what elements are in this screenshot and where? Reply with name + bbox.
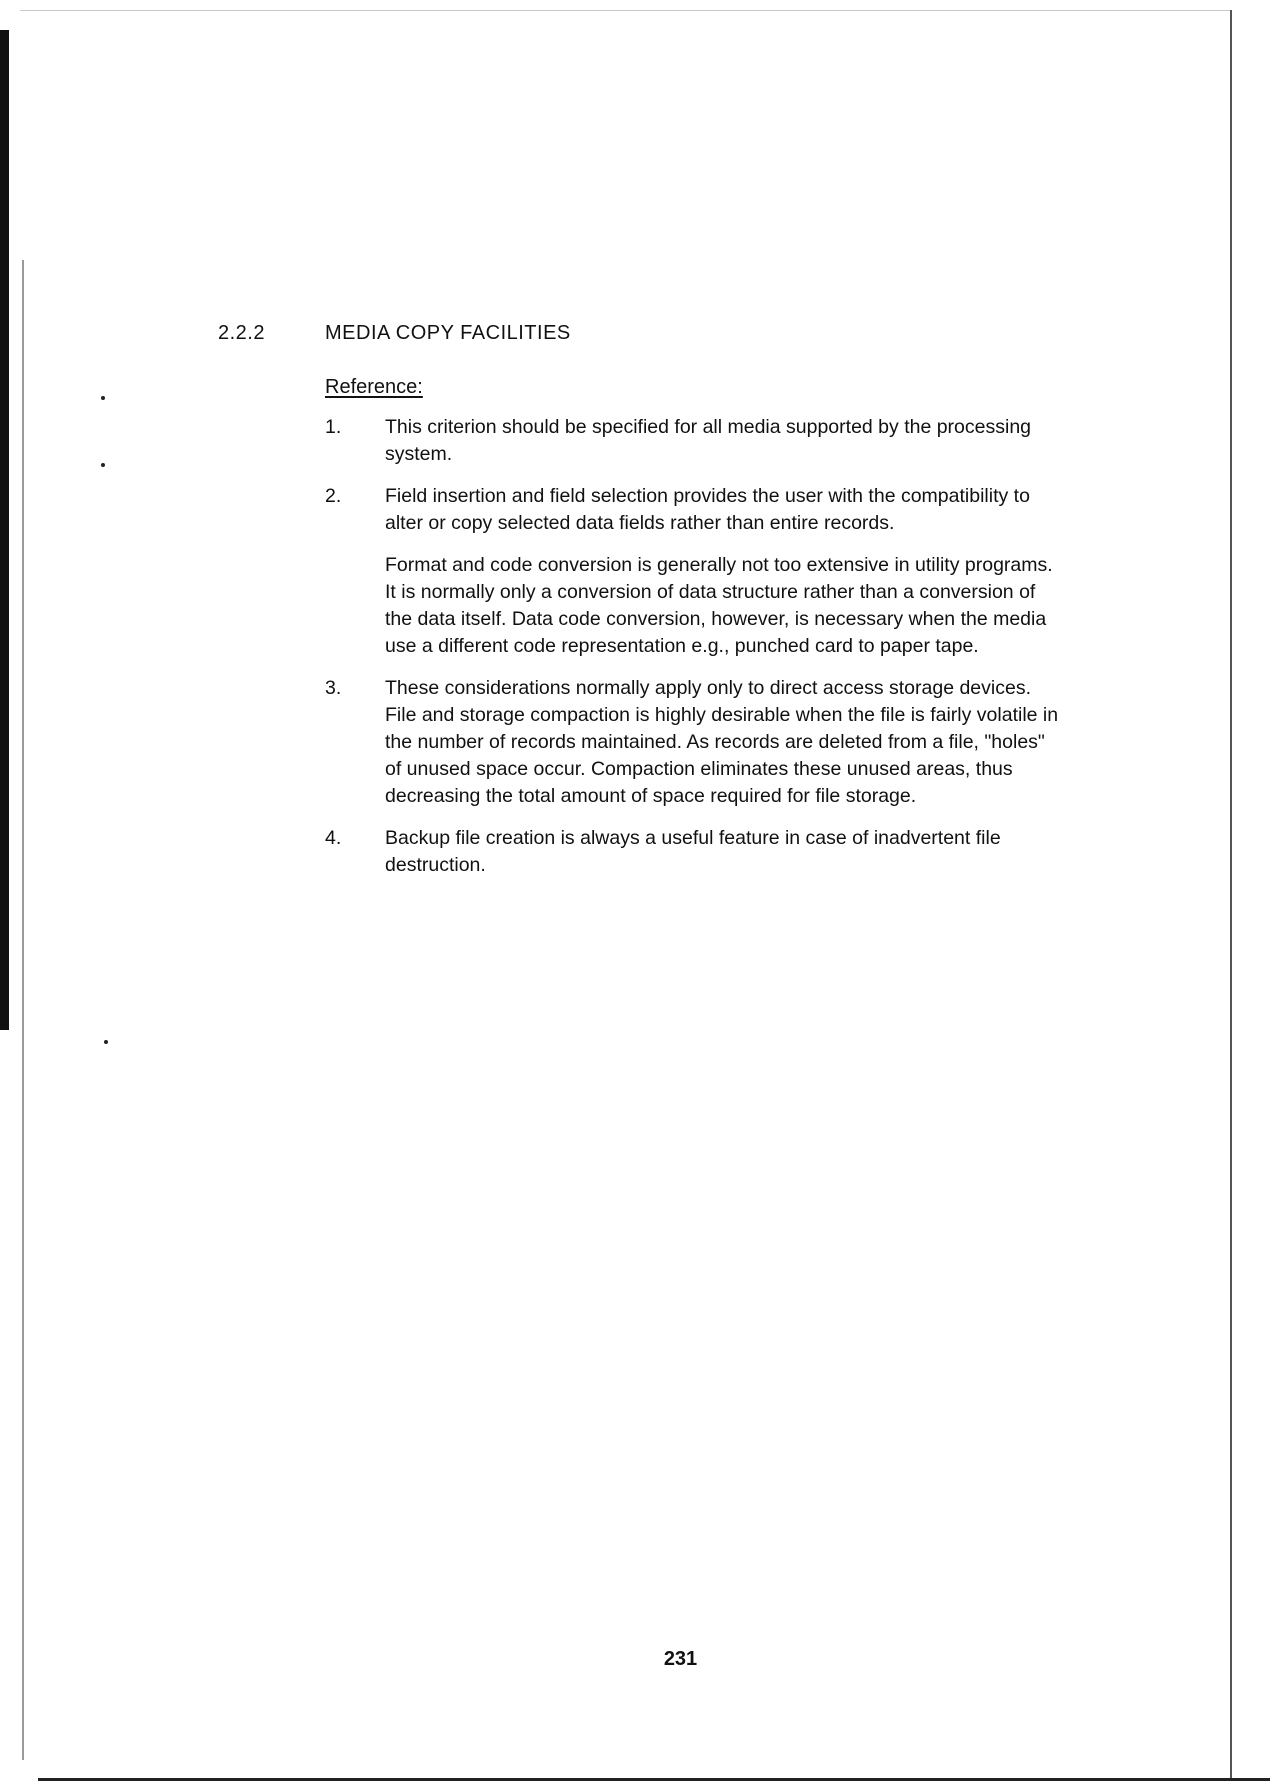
- item-paragraph: Field insertion and field selection provides the user with the compatibility to alter or copy selected data fields rather than entire records.: [385, 485, 1030, 534]
- item-body: [385, 675, 1065, 810]
- section-title: MEDIA COPY FACILITIES: [325, 322, 571, 344]
- scan-edge-left-inner: [22, 260, 24, 1760]
- item-body: [385, 825, 1065, 879]
- list-item: [325, 483, 1065, 660]
- item-paragraph: This criterion should be specified for all media supported by the processing system.: [385, 416, 1032, 465]
- list-item: [325, 825, 1065, 879]
- reference-list: [325, 414, 1065, 894]
- scan-edge-right: [1230, 10, 1232, 1780]
- item-marker: 2.: [325, 485, 342, 507]
- scan-edge-bottom: [38, 1778, 1270, 1781]
- item-body: [385, 483, 1065, 660]
- scan-speck: [104, 1040, 108, 1044]
- section-heading: [218, 322, 571, 345]
- item-paragraph: These considerations normally apply only to direct access storage devices. File and storage compaction is highly desirable when the file is fairly volatile in the number of records maintained. As records are deleted from a file, "holes" of unused space occur. Compaction eliminates these unused areas, thus decreasing the total amount of space required for file storage.: [385, 677, 1059, 807]
- list-item: [325, 414, 1065, 468]
- item-body: [385, 414, 1065, 468]
- list-item: [325, 675, 1065, 810]
- item-marker: 3.: [325, 677, 342, 699]
- item-paragraph: Format and code conversion is generally not too extensive in utility programs. It is normally only a conversion of data structure rather than a conversion of the data itself. Data code conversion, however, is necessary when the media use a different code representation e.g., punched card to paper tape.: [385, 554, 1053, 657]
- section-number: 2.2.2: [218, 322, 265, 344]
- item-paragraph: Backup file creation is always a useful feature in case of inadvertent file destruction.: [385, 827, 1001, 876]
- item-marker: 4.: [325, 827, 342, 849]
- scan-edge-left: [0, 30, 9, 1030]
- reference-label: Reference:: [325, 376, 423, 398]
- scan-speck: [101, 463, 105, 467]
- item-marker: 1.: [325, 416, 342, 438]
- page-number: 231: [663, 1648, 698, 1670]
- scan-speck: [101, 396, 105, 400]
- scan-edge-top: [20, 10, 1230, 11]
